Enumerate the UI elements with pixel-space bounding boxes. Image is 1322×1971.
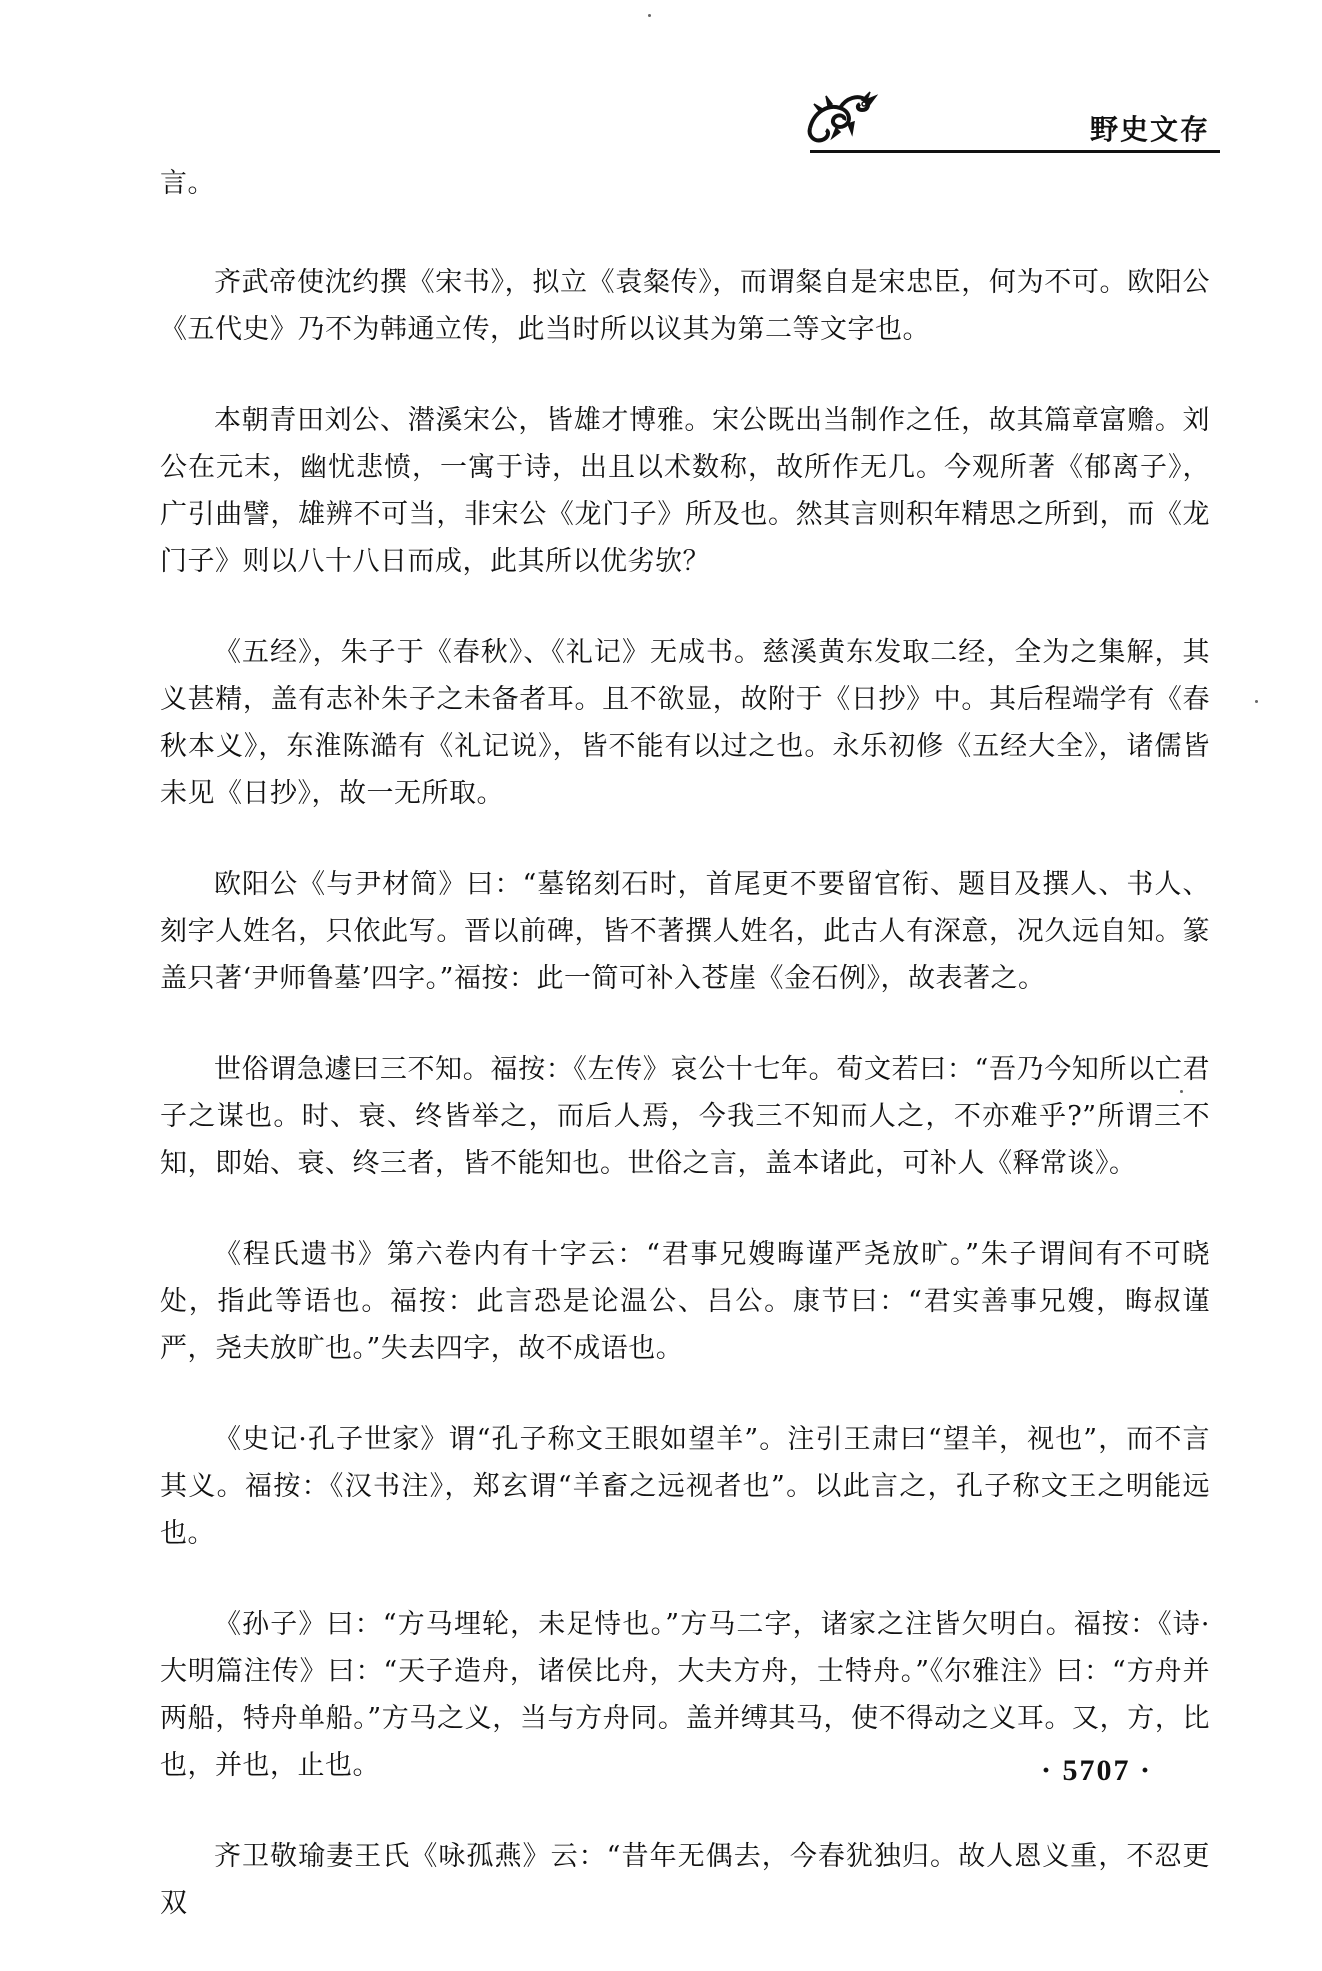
text-body bbox=[160, 160, 1210, 1971]
paragraph: 《史记·孔子世家》谓“孔子称文王眼如望羊”。注引王肃曰“望羊，视也”，而不言其义。福按：《汉书注》，郑玄谓“羊畜之远视者也”。以此言之，孔子称文王之明能远也。 bbox=[160, 1424, 1210, 1549]
paragraph: 齐武帝使沈约撰《宋书》，拟立《袁粲传》，而谓粲自是宋忠臣，何为不可。欧阳公《五代史》乃不为韩通立传，此当时所以议其为第二等文字也。 bbox=[160, 267, 1210, 345]
paragraph: 《五经》，朱子于《春秋》、《礼记》无成书。慈溪黄东发取二经，全为之集解，其义甚精，盖有志补朱子之未备者耳。且不欲显，故附于《日抄》中。其后程端学有《春秋本义》，东淮陈澔有《礼记说》，皆不能有以过之也。永乐初修《五经大全》，诸儒皆未见《日抄》，故一无所取。 bbox=[160, 637, 1210, 809]
paragraph: 世俗谓急遽曰三不知。福按：《左传》哀公十七年。荀文若曰：“吾乃今知所以亡君子之谋也。时、衰、终皆举之，而后人焉，今我三不知而人之，不亦难乎?”所谓三不知，即始、衰、终三者，皆不能知也。世俗之言，盖本诸此，可补人《释常谈》。 bbox=[160, 1054, 1210, 1179]
scan-speck bbox=[1180, 1090, 1183, 1093]
paragraph: 齐卫敬瑜妻王氏《咏孤燕》云：“昔年无偶去，今春犹独归。故人恩义重，不忍更双 bbox=[160, 1841, 1210, 1919]
dragon-icon bbox=[800, 82, 880, 150]
header-rule bbox=[810, 150, 1220, 153]
running-header bbox=[800, 82, 1220, 152]
paragraph: 本朝青田刘公、潜溪宋公，皆雄才博雅。宋公既出当制作之任，故其篇章富赡。刘公在元末，幽忧悲愤，一寓于诗，出且以术数称，故所作无几。今观所著《郁离子》，广引曲譬，雄辨不可当，非宋公《龙门子》所及也。然其言则积年精思之所到，而《龙门子》则以八十八日而成，此其所以优劣欤？ bbox=[160, 405, 1210, 577]
scan-speck bbox=[1255, 700, 1258, 703]
paragraph: 《程氏遗书》第六卷内有十字云：“君事兄嫂晦谨严尧放旷。”朱子谓间有不可晓处，指此等语也。福按：此言恐是论温公、吕公。康节曰：“君实善事兄嫂，晦叔谨严，尧夫放旷也。”失去四字，故不成语也。 bbox=[160, 1239, 1210, 1364]
paragraph: 言。 bbox=[160, 168, 215, 199]
header-title: 野史文存 bbox=[1089, 113, 1210, 146]
page-number: · 5707 · bbox=[1040, 1754, 1152, 1787]
scan-speck bbox=[648, 14, 651, 17]
paragraph: 欧阳公《与尹材简》曰：“墓铭刻石时，首尾更不要留官衔、题目及撰人、书人、刻字人姓名，只依此写。晋以前碑，皆不著撰人姓名，此古人有深意，况久远自知。篆盖只著‘尹师鲁墓’四字。”福按：此一简可补入苍崖《金石例》，故表著之。 bbox=[160, 869, 1210, 994]
paragraph: 《孙子》曰：“方马埋轮，未足恃也。”方马二字，诸家之注皆欠明白。福按：《诗·大明篇注传》曰：“天子造舟，诸侯比舟，大夫方舟，士特舟。”《尔雅注》曰：“方舟并两船，特舟单船。”方马之义，当与方舟同。盖并缚其马，使不得动之义耳。又，方，比也，并也，止也。 bbox=[160, 1609, 1210, 1781]
